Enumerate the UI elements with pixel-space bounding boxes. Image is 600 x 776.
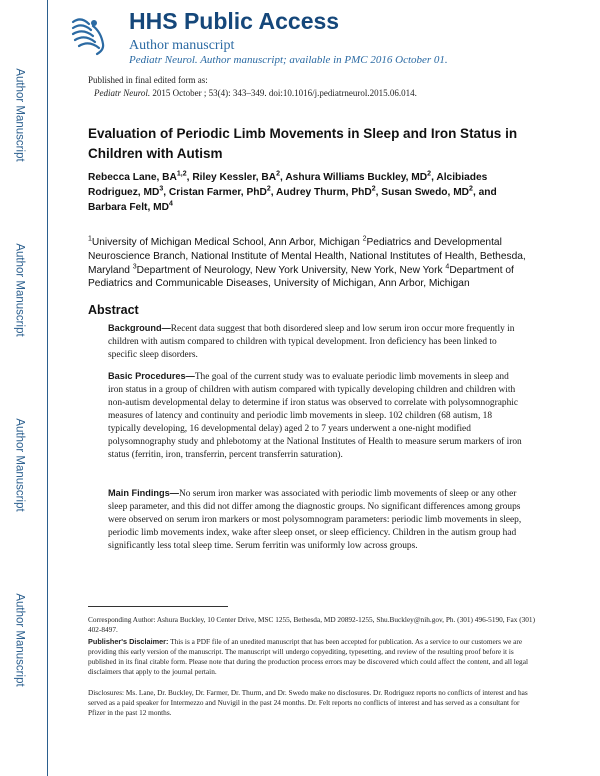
hhs-eagle-logo-icon xyxy=(67,12,111,58)
affiliation-marker: 4 xyxy=(445,263,450,271)
margin-rule xyxy=(47,0,48,776)
abstract-background: Background—Recent data suggest that both disordered sleep and low serum iron occur more frequently in children with autism compared to children with typical development. Iron deficiency has been linked to specific sleep disorders. xyxy=(108,323,515,360)
hhs-title: HHS Public Access xyxy=(129,8,340,34)
author-affiliation-marker: 2 xyxy=(276,170,281,178)
author-name: Barbara Felt, MD xyxy=(88,202,169,213)
author-affiliation-marker: 3 xyxy=(159,185,164,193)
affiliation-text: University of Michigan Medical School, Ann Arbor, Michigan xyxy=(91,237,363,248)
publisher-disclaimer: Publisher's Disclaimer: This is a PDF file of an unedited manuscript that has been accepted for publication. As a service to our customers we are providing this early version of the manuscript. The manuscript will undergo copyediting, typesetting, and review of the resulting proof before it is published in its final citable form. Please note that during the production process errors may be discovered which could affect the content, and all legal disclaimers that apply to the journal pertain. xyxy=(88,637,528,676)
side-watermark: Author Manuscript xyxy=(14,68,27,162)
author-affiliation-marker: 4 xyxy=(168,200,173,208)
author-affiliation-marker: 2 xyxy=(427,170,432,178)
hhs-header xyxy=(67,8,587,72)
side-watermark: Author Manuscript xyxy=(14,418,27,512)
author-name: Susan Swedo, MD xyxy=(381,187,470,198)
author-affiliation-marker: 1,2 xyxy=(176,170,187,178)
abstract-heading: Abstract xyxy=(88,303,139,317)
affiliation-text: Department of Pediatrics and Communicable Diseases, University of Michigan, Ann Arbor, Michigan xyxy=(88,264,514,290)
author-name: Cristan Farmer, PhD xyxy=(168,187,267,198)
abstract-findings: Main Findings—No serum iron marker was associated with periodic limb movements of sleep or any other sleep parameter, and this did not differ among the diagnostic groups. No significant differences among groups were observed on serum iron markers or most polysomnogram parameters: periodic limb movements in sleep, periodic limb movements index, wake after sleep onset, or sleep efficiency. Children in the autism group had significantly less total sleep time. Serum ferritin was uniformly low across groups. xyxy=(108,488,522,551)
author-name: Alcibiades Rodriguez, MD xyxy=(88,172,488,198)
availability-note: Pediatr Neurol. Author manuscript; available in PMC 2016 October 01. xyxy=(129,54,448,66)
citation: Pediatr Neurol. 2015 October ; 53(4): 343–349. doi:10.1016/j.pediatrneurol.2015.06.014. xyxy=(94,87,417,98)
author-name: Ashura Williams Buckley, MD xyxy=(285,172,428,183)
side-watermark: Author Manuscript xyxy=(14,243,27,337)
publication-info: Published in final edited form as: Pediatr Neurol. 2015 October ; 53(4): 343–349. doi:10.1016/j.pediatrneurol.2015.06.014. xyxy=(88,75,417,98)
author-name: Audrey Thurm, PhD xyxy=(276,187,372,198)
author-affiliation-marker: 2 xyxy=(469,185,473,193)
affiliation-text: Department of Neurology, New York University, New York, New York xyxy=(136,264,446,276)
disclosures: Disclosures: Ms. Lane, Dr. Buckley, Dr. Farmer, Dr. Thurm, and Dr. Swedo make no disclosures. Dr. Rodriguez reports no conflicts of interest and has served as a paid speaker for Intermezzo and Nuvigil in the past 24 months. Dr. Felt reports no conflicts of interest and has served as a consultant for Pfizer in the past 12 months. xyxy=(88,688,528,717)
affiliation-marker: 2 xyxy=(362,235,367,243)
side-watermark: Author Manuscript xyxy=(14,593,27,687)
paper-title: Evaluation of Periodic Limb Movements in Sleep and Iron Status in Children with Autism xyxy=(88,126,518,161)
footnote-divider xyxy=(88,606,228,607)
abstract-procedures: Basic Procedures—The goal of the current study was to evaluate periodic limb movements in sleep and iron status in a group of children with autism compared with typically developing children and children with non-autism developmental delay to determine if iron status was observed to correlate with polysomnographic measures of latency and continuity and periodic limb movements in sleep. 102 children (68 autism, 18 typically developing, 16 developmental delay) aged 2 to 7 years underwent a one-night modified polysomnography study and phlebotomy at the National Institutes of Health to measure serum markers of iron status (ferritin, iron, transferrin, percent transferrin saturation). xyxy=(108,371,522,460)
author-name: Riley Kessler, BA xyxy=(192,172,277,183)
author-name: Rebecca Lane, BA xyxy=(88,172,177,183)
corresponding-author: Corresponding Author: Ashura Buckley, 10 Center Drive, MSC 1255, Bethesda, MD 20892-1255, Shu.Buckley@nih.gov, Ph. (301) 496-5190, Fax (301) 402-8497. xyxy=(88,615,535,634)
affiliation-marker: 1 xyxy=(88,235,92,243)
affiliation-text: Pediatrics and Developmental Neuroscience Branch, National Institute of Mental Health, National Institutes of Health, Bethesda, Maryland xyxy=(88,237,526,276)
affiliations xyxy=(88,236,533,291)
author-affiliation-marker: 2 xyxy=(371,185,376,193)
author-list: Rebecca Lane, BA$^{1,2}$, Riley Kessler, $BA^2$, Ashura Williams Buckley, $MD^2$, Alcibiades Rodriguez, $MD^3$, Cristan Farmer, PhD$^2$, Audrey Thurm, PhD$^2$, Susan Swedo, $MD^2$, and Barbara Felt, $MD^4$ xyxy=(88,170,497,213)
author-affiliation-marker: 2 xyxy=(266,185,271,193)
affiliation-marker: 3 xyxy=(132,263,137,271)
author-manuscript-label: Author manuscript xyxy=(129,38,235,53)
